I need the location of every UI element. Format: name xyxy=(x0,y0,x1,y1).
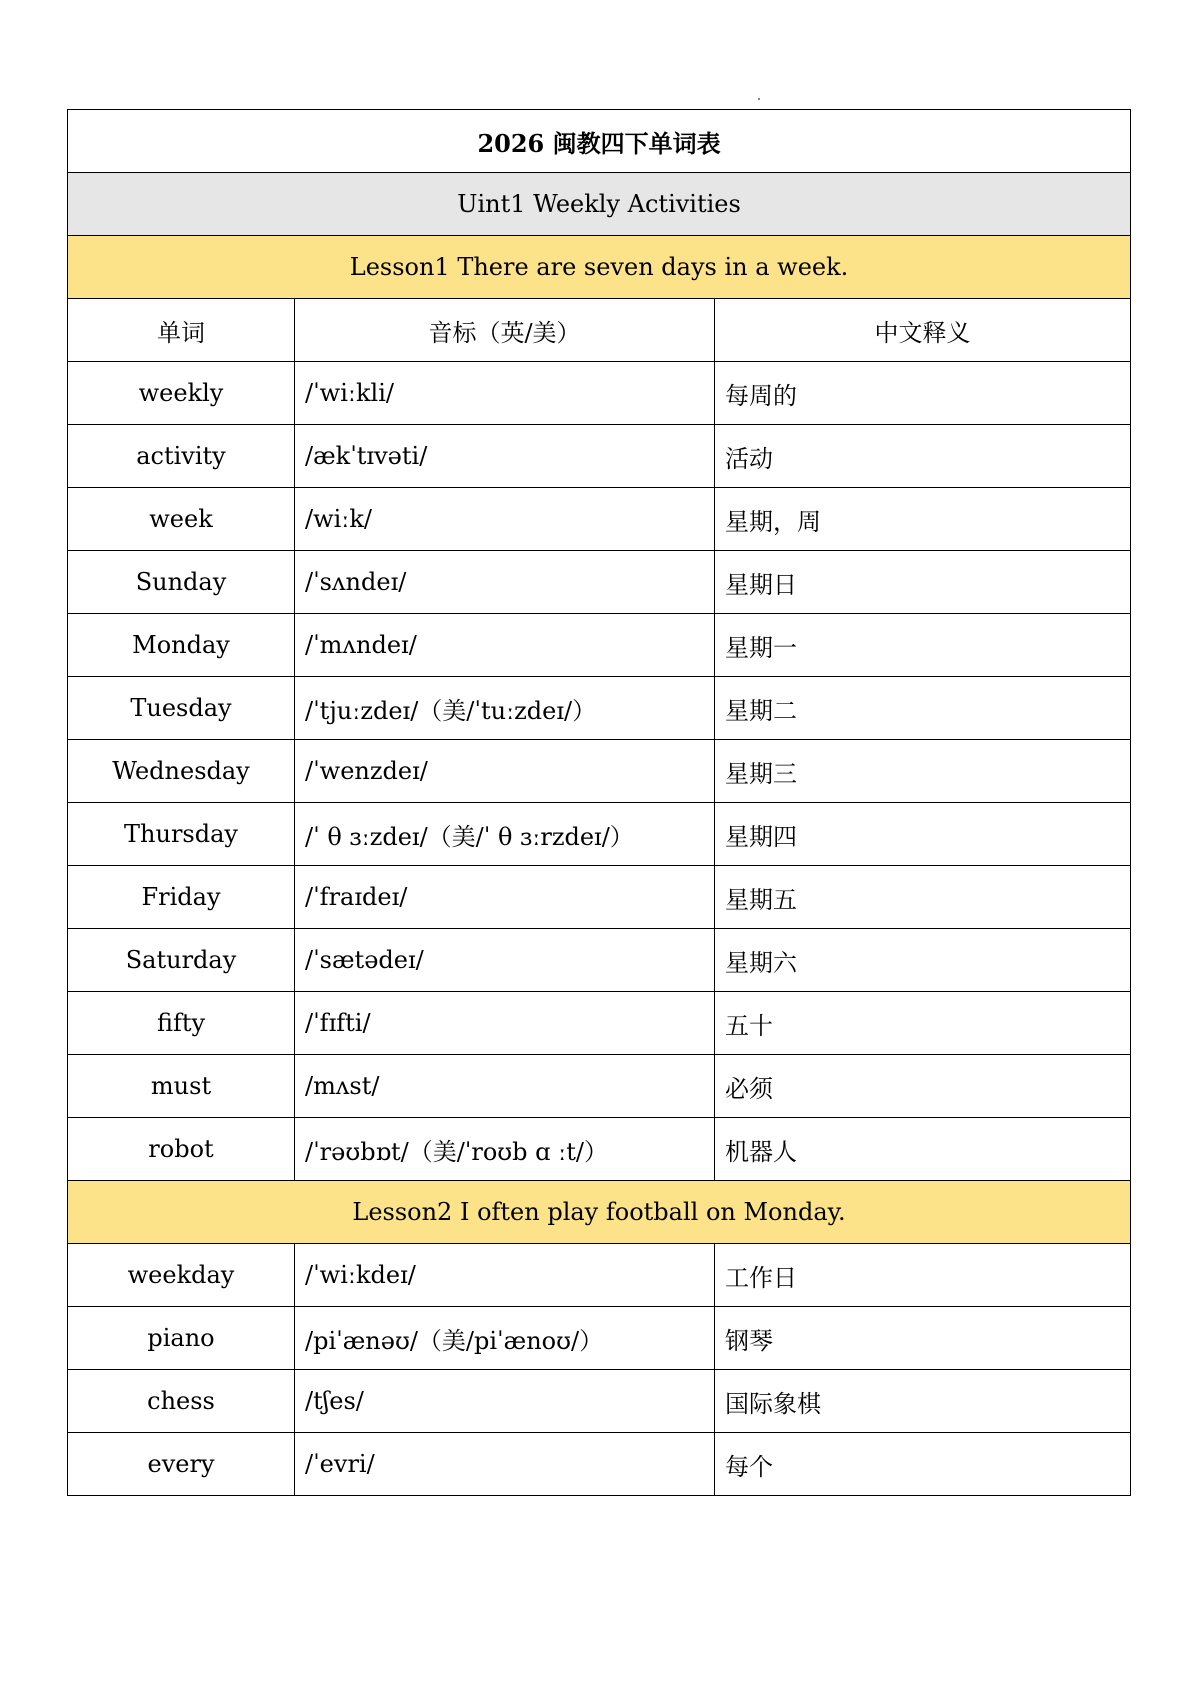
table-row xyxy=(68,866,1131,929)
vocab-phonetic: /ˈmʌndeɪ/ xyxy=(295,614,715,677)
vocab-meaning: 星期二 xyxy=(715,677,1131,740)
vocab-meaning: 工作日 xyxy=(715,1244,1131,1307)
page-title: 2026 闽教四下单词表 xyxy=(68,110,1131,173)
vocab-phonetic: /ˈfɪfti/ xyxy=(295,992,715,1055)
vocab-word: Wednesday xyxy=(68,740,295,803)
vocab-word: week xyxy=(68,488,295,551)
vocab-phonetic: /ˈwenzdeɪ/ xyxy=(295,740,715,803)
vocab-meaning: 星期日 xyxy=(715,551,1131,614)
vocab-phonetic: /tʃes/ xyxy=(295,1370,715,1433)
vocab-word: robot xyxy=(68,1118,295,1181)
vocab-meaning: 星期五 xyxy=(715,866,1131,929)
vocab-meaning: 钢琴 xyxy=(715,1307,1131,1370)
vocab-word: Tuesday xyxy=(68,677,295,740)
title-row xyxy=(68,110,1131,173)
unit-row xyxy=(68,173,1131,236)
vocab-meaning: 星期三 xyxy=(715,740,1131,803)
lesson1-heading: Lesson1 There are seven days in a week. xyxy=(68,236,1131,299)
column-header-row xyxy=(68,299,1131,362)
vocab-meaning: 星期四 xyxy=(715,803,1131,866)
vocab-phonetic: /ˈevri/ xyxy=(295,1433,715,1496)
table-row xyxy=(68,614,1131,677)
vocab-meaning: 必须 xyxy=(715,1055,1131,1118)
vocab-word: Saturday xyxy=(68,929,295,992)
lesson2-heading: Lesson2 I often play football on Monday. xyxy=(68,1181,1131,1244)
vocab-meaning: 每周的 xyxy=(715,362,1131,425)
vocab-word: Friday xyxy=(68,866,295,929)
vocab-word: Sunday xyxy=(68,551,295,614)
vocab-meaning: 国际象棋 xyxy=(715,1370,1131,1433)
vocab-phonetic: /ˈwiːkli/ xyxy=(295,362,715,425)
vocab-phonetic: /ˈsætədeɪ/ xyxy=(295,929,715,992)
vocab-word: chess xyxy=(68,1370,295,1433)
table-row xyxy=(68,1244,1131,1307)
table-row xyxy=(68,1370,1131,1433)
stray-mark xyxy=(758,98,760,100)
table-row xyxy=(68,929,1131,992)
table-row xyxy=(68,740,1131,803)
lesson-row xyxy=(68,1181,1131,1244)
table-row xyxy=(68,1118,1131,1181)
table-row xyxy=(68,1307,1131,1370)
unit-heading: Uint1 Weekly Activities xyxy=(68,173,1131,236)
vocab-word: weekday xyxy=(68,1244,295,1307)
vocabulary-table xyxy=(67,109,1131,1496)
table-row xyxy=(68,677,1131,740)
vocab-phonetic: /ækˈtɪvəti/ xyxy=(295,425,715,488)
vocab-phonetic: /ˈtjuːzdeɪ/（美/ˈtuːzdeɪ/） xyxy=(295,677,715,740)
vocab-word: piano xyxy=(68,1307,295,1370)
header-phonetic: 音标（英/美） xyxy=(295,299,715,362)
vocab-word: weekly xyxy=(68,362,295,425)
vocab-phonetic: /wiːk/ xyxy=(295,488,715,551)
vocab-word: must xyxy=(68,1055,295,1118)
table-row xyxy=(68,362,1131,425)
lesson-row xyxy=(68,236,1131,299)
vocab-meaning: 机器人 xyxy=(715,1118,1131,1181)
table-row xyxy=(68,1433,1131,1496)
table-row xyxy=(68,1055,1131,1118)
header-word: 单词 xyxy=(68,299,295,362)
vocab-phonetic: /ˈrəʊbɒt/（美/ˈroʊb ɑ ːt/） xyxy=(295,1118,715,1181)
vocab-word: fifty xyxy=(68,992,295,1055)
vocab-phonetic: /mʌst/ xyxy=(295,1055,715,1118)
vocab-meaning: 星期一 xyxy=(715,614,1131,677)
table-row xyxy=(68,551,1131,614)
table-row xyxy=(68,488,1131,551)
vocab-phonetic: /ˈ θ ɜːzdeɪ/（美/ˈ θ ɜːrzdeɪ/） xyxy=(295,803,715,866)
vocab-word: activity xyxy=(68,425,295,488)
vocab-meaning: 活动 xyxy=(715,425,1131,488)
vocab-phonetic: /piˈænəʊ/（美/piˈænoʊ/） xyxy=(295,1307,715,1370)
vocab-word: Thursday xyxy=(68,803,295,866)
vocab-phonetic: /ˈfraɪdeɪ/ xyxy=(295,866,715,929)
vocab-phonetic: /ˈwiːkdeɪ/ xyxy=(295,1244,715,1307)
vocab-phonetic: /ˈsʌndeɪ/ xyxy=(295,551,715,614)
vocab-word: every xyxy=(68,1433,295,1496)
table-row xyxy=(68,992,1131,1055)
header-meaning: 中文释义 xyxy=(715,299,1131,362)
vocab-meaning: 星期六 xyxy=(715,929,1131,992)
vocab-meaning: 五十 xyxy=(715,992,1131,1055)
vocab-meaning: 每个 xyxy=(715,1433,1131,1496)
table-row xyxy=(68,425,1131,488)
vocab-meaning: 星期，周 xyxy=(715,488,1131,551)
table-row xyxy=(68,803,1131,866)
vocab-word: Monday xyxy=(68,614,295,677)
